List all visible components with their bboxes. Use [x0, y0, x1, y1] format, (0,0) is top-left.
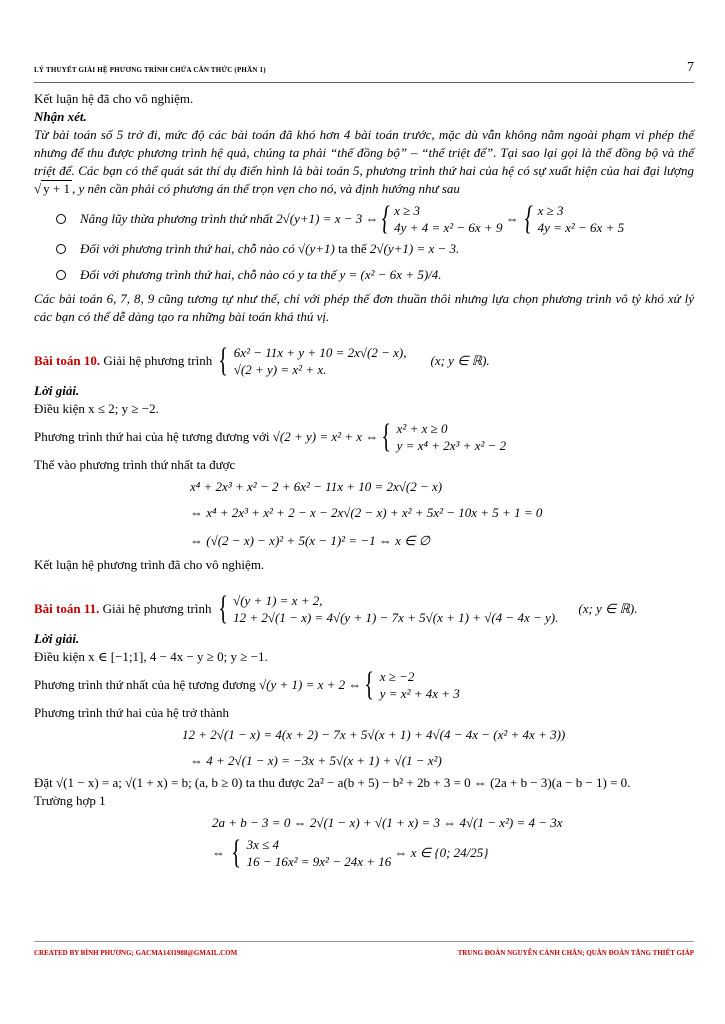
equation-line: ⇔ x⁴ + 2x³ + x² + 2 − x − 2x√(2 − x) + x² + 5x² − 10x + 5 + 1 = 0 — [190, 505, 543, 520]
solution-11-condition: Điều kiện x ∈ [−1;1], 4 − 4x − y ≥ 0; y ≥ −1. — [34, 649, 268, 664]
bullet-circle-icon — [56, 214, 66, 224]
bullet-system: { x ≥ 3 4y + 4 = x² − 6x + 9 — [381, 200, 503, 237]
equation-line: x⁴ + 2x³ + x² − 2 + 6x² − 11x + 10 = 2x√(2 − x) — [190, 479, 443, 494]
footer-right: TRUNG ĐOÀN NGUYỄN CẢNH CHÂN; QUÂN ĐOÀN TĂNG THIẾT GIÁP — [457, 949, 694, 957]
solution-10-step1: Phương trình thứ hai của hệ tương đương với √(2 + y) = x² + x ⇔ { x² + x ≥ 0 y = x⁴ + 2x³ + x² − 2 — [34, 418, 507, 455]
problem-11-statement — [34, 592, 694, 626]
case-1-title: Trường hợp 1 — [34, 793, 106, 808]
substitution-line: Đặt √(1 − x) = a; √(1 + x) = b; (a, b ≥ 0) ta thu được 2a² − a(b + 5) − b² + 2b + 3 = 0 ⇔ (2a + b − 3)(a − b − 1) = 0. — [34, 775, 631, 790]
problem-10-label: Bài toán 10. — [34, 353, 101, 368]
page-content — [34, 90, 694, 870]
bullet-item — [34, 240, 694, 258]
remark-sqrt: √ y + 1 — [34, 181, 70, 196]
bullet-text: Nâng lũy thừa phương trình thứ nhất — [80, 211, 273, 226]
solution-11-step2: Phương trình thứ hai của hệ trở thành — [34, 705, 229, 720]
problem-10-domain: (x; y ∈ ℝ). — [430, 353, 490, 368]
solution-10-conclusion: Kết luận hệ phương trình đã cho vô nghiệm. — [34, 557, 265, 572]
remark-body-text: Từ bài toán số 5 trở đi, mức độ các bài toán đã khó hơn 4 bài toán trước, mặc dù vẫn không nằm ngoài phạm vi phép thế nhưng để thu được phương trình hệ quả, chúng ta phải “thế đồng bộ” – “thế triệt để”. Tại sao lại gọi là thế đồng bộ và thế triệt để. Các bạn có thể quát sát thí dụ điển hình là bài toán 5, phương trình thứ hai của hệ có sự xuất hiện của hai đại lượng — [34, 127, 694, 178]
equation-line: 2a + b − 3 = 0 ⇔ 2√(1 − x) + √(1 + x) = 3 ⇔ 4√(1 − x²) = 4 − 3x — [212, 815, 563, 830]
bullet-math-a: √(y+1) — [298, 241, 335, 256]
equation-line: 12 + 2√(1 − x) = 4(x + 2) − 7x + 5√(x + 1) + 4√(4 − 4x − (x² + 4x + 3)) — [182, 727, 566, 742]
problem-11-domain: (x; y ∈ ℝ). — [578, 601, 638, 616]
bullet-math-b: 2√(y+1) = x − 3. — [369, 241, 460, 256]
solution-10-step2: Thế vào phương trình thứ nhất ta được — [34, 457, 236, 472]
page-number: 7 — [687, 60, 694, 75]
solution-11-title: Lời giải. — [34, 631, 80, 646]
solution-10-title: Lời giải. — [34, 383, 80, 398]
page-footer — [34, 941, 694, 964]
intro-conclusion: Kết luận hệ đã cho vô nghiệm. — [34, 91, 194, 106]
header-title: LÝ THUYẾT GIẢI HỆ PHƯƠNG TRÌNH CHỨA CĂN THỨC (PHẦN 1) — [34, 66, 266, 74]
bullet-item: Nâng lũy thừa phương trình thứ nhất 2√(y+1) = x − 3 ⇔ { x ≥ 3 4y + 4 = x² − 6x + 9 ⇔ { x ≥ 3 4y = x² − 6x + 5 — [34, 202, 694, 236]
bullet-math: 2√(y+1) = x − 3 ⇔ — [276, 211, 379, 226]
remark-body — [34, 126, 694, 198]
bullet-mid: ta thế — [338, 241, 367, 256]
bullet-circle-icon — [56, 244, 66, 254]
problem-10-statement — [34, 344, 694, 378]
problem-11-system: { √(y + 1) = x + 2, 12 + 2√(1 − x) = 4√(y + 1) − 7x + 5√(x + 1) + √(4 − 4x − y). — [218, 590, 559, 627]
closing-text: Các bài toán 6, 7, 8, 9 cũng tương tự như thế, chỉ với phép thế đơn thuần thôi nhưng lựa chọn phương trình vô tỷ khó xử lý các bạn có thể dễ dàng tạo ra những bài toán khá thú vị. — [34, 291, 694, 324]
bullet-math: y = (x² − 6x + 5)/4. — [339, 267, 442, 282]
problem-11-label: Bài toán 11. — [34, 601, 100, 616]
equation-line: ⇔ (√(2 − x) − x)² + 5(x − 1)² = −1 ⇔ x ∈ ∅ — [190, 533, 431, 548]
equation-line: ⇔ 4 + 2√(1 − x) = −3x + 5√(x + 1) + √(1 − x²) — [190, 753, 442, 768]
footer-left: CREATED BY BÌNH PHƯƠNG; GACMA1431988@GMAIL.COM — [34, 949, 238, 957]
problem-10-system: { 6x² − 11x + y + 10 = 2x√(2 − x), √(2 + y) = x² + x. — [218, 342, 407, 379]
bullet-circle-icon — [56, 270, 66, 280]
remark-mid: , y nên cần phải có phương án thế trọn vẹn cho nó, và định hướng như sau — [71, 181, 460, 196]
bullet-text: Đối với phương trình thứ hai, chỗ nào có y ta thế — [80, 267, 337, 282]
page-header — [34, 60, 694, 83]
bullet-item — [34, 266, 694, 284]
bullet-system-2: { x ≥ 3 4y = x² − 6x + 5 — [524, 200, 625, 237]
problem-11-text: Giải hệ phương trình — [102, 601, 212, 616]
case-1-system: ⇔ { 3x ≤ 4 16 − 16x² = 9x² − 24x + 16 ⇔ x ∈ {0; 24/25} — [212, 834, 489, 871]
bullet-text: Đối với phương trình thứ hai, chỗ nào có — [80, 241, 295, 256]
problem-10-text: Giải hệ phương trình — [103, 353, 213, 368]
solution-10-condition: Điều kiện x ≤ 2; y ≥ −2. — [34, 401, 159, 416]
solution-11-step1: Phương trình thứ nhất của hệ tương đương √(y + 1) = x + 2 ⇔ { x ≥ −2 y = x² + 4x + 3 — [34, 666, 460, 703]
remark-title: Nhận xét. — [34, 109, 87, 124]
